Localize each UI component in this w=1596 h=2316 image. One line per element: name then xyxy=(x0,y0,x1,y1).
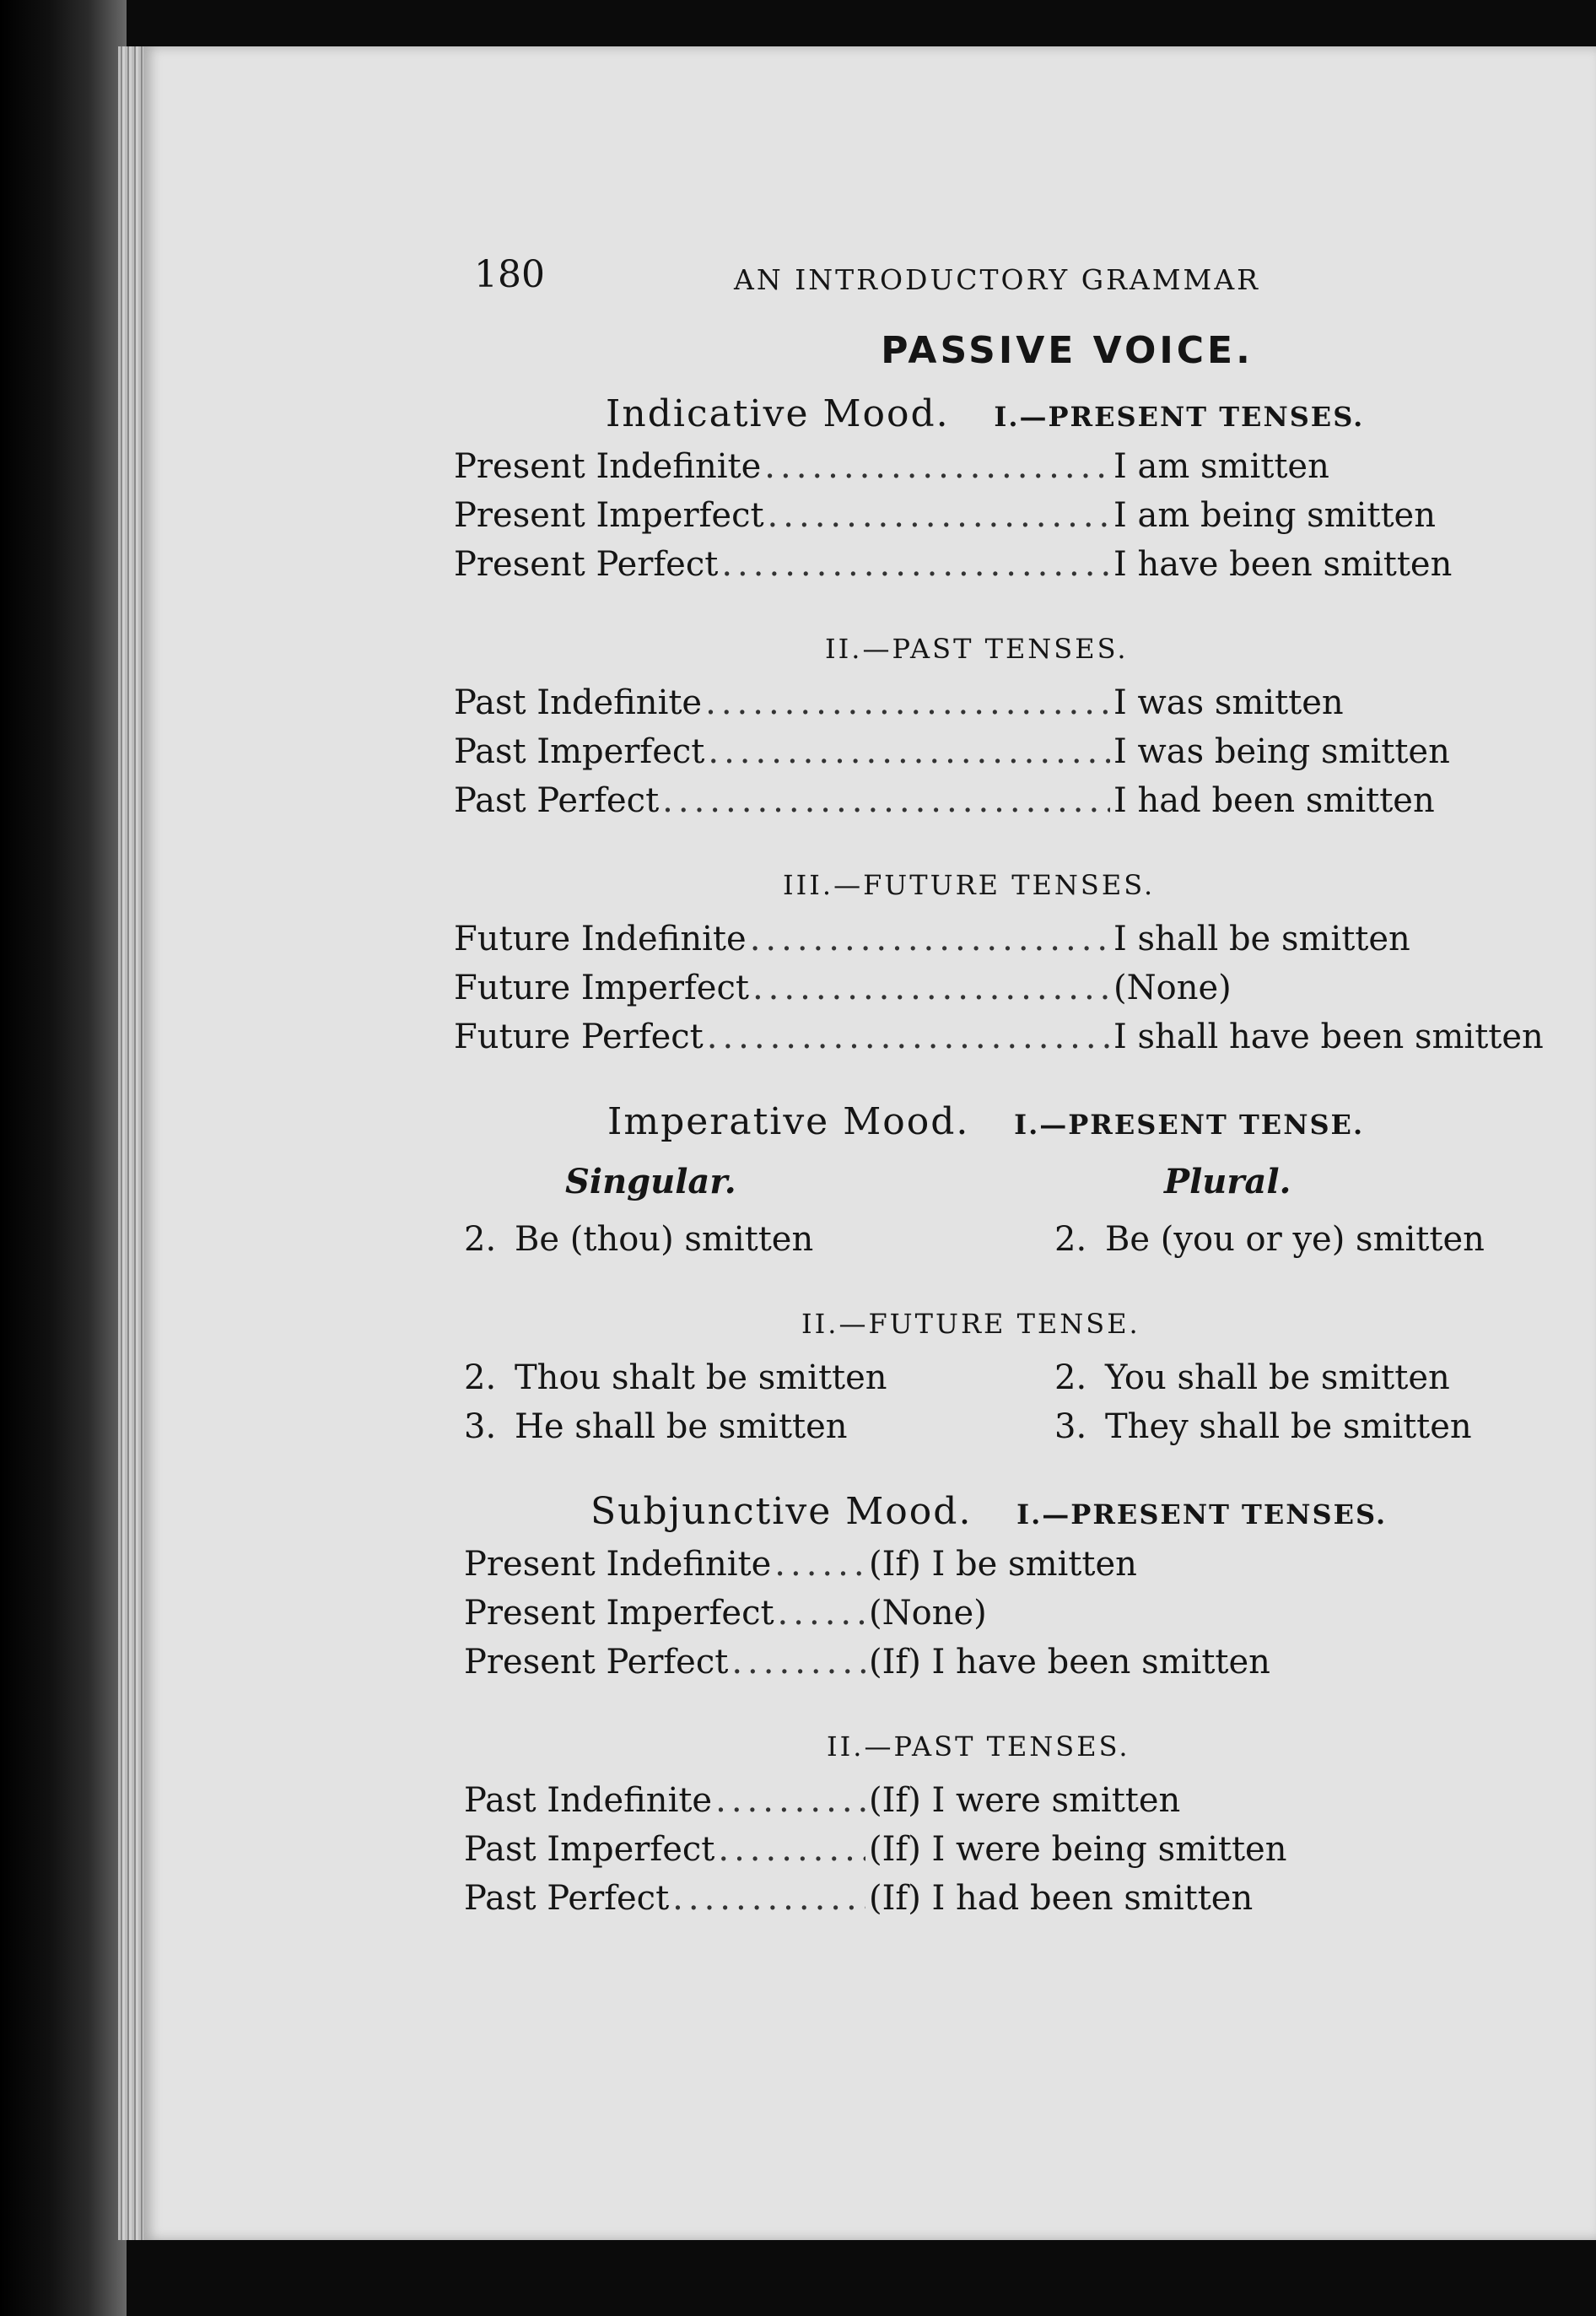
conjugation-row xyxy=(454,683,1535,732)
verb-form: I was smitten xyxy=(1113,683,1344,722)
dot-leader xyxy=(768,496,1110,535)
verb-form: (None) xyxy=(869,1594,987,1633)
imperative-heading xyxy=(607,1100,1535,1143)
future-tense-heading: II.—FUTURE TENSE. xyxy=(801,1308,1140,1340)
tense-label: Future Indefinite xyxy=(454,920,747,958)
tense-label: Present Imperfect xyxy=(454,496,764,535)
past-tenses-heading: II.—PAST TENSES. xyxy=(825,633,1129,665)
conjugation-row xyxy=(454,1018,1544,1066)
person-number: 2. xyxy=(464,1358,497,1397)
subjunctive-heading xyxy=(590,1490,1535,1533)
verb-form: I have been smitten xyxy=(1113,545,1453,584)
mood-name: Indicative Mood. xyxy=(606,392,950,435)
tense-label: Present Imperfect xyxy=(464,1594,774,1633)
dot-leader xyxy=(715,1781,865,1820)
plural-column xyxy=(1054,1155,1485,1269)
indicative-heading xyxy=(606,392,1535,435)
conjugation-row xyxy=(464,1643,1308,1692)
conjugation-row xyxy=(454,781,1535,830)
plural-column xyxy=(1054,1358,1472,1456)
verb-form: Thou shalt be smitten xyxy=(515,1358,887,1397)
dot-leader xyxy=(662,781,1110,820)
subjunctive-present-list xyxy=(464,1545,1308,1692)
dot-leader xyxy=(672,1879,865,1918)
tense-heading: I.—PRESENT TENSES. xyxy=(1016,1498,1388,1531)
future-tenses-heading: III.—FUTURE TENSES. xyxy=(783,869,1156,901)
dot-leader xyxy=(705,683,1110,722)
tense-label: Future Perfect xyxy=(454,1018,704,1056)
list-item xyxy=(1054,1358,1472,1407)
page-header xyxy=(464,253,1535,312)
singular-label: Singular. xyxy=(565,1162,736,1201)
verb-form: I shall have been smitten xyxy=(1113,1018,1544,1056)
dot-leader xyxy=(774,1545,865,1584)
imperative-present-columns xyxy=(464,1155,1535,1269)
verb-form: Be (you or ye) smitten xyxy=(1105,1220,1485,1259)
conjugation-row xyxy=(454,496,1535,545)
tense-label: Past Imperfect xyxy=(454,732,705,771)
tense-label: Present Indefinite xyxy=(464,1545,772,1584)
imperative-section xyxy=(464,1100,1535,1456)
tense-heading: I.—PRESENT TENSES. xyxy=(994,401,1365,433)
dot-leader xyxy=(750,920,1110,958)
dot-leader xyxy=(707,1018,1110,1056)
verb-form: (If) I had been smitten xyxy=(869,1879,1254,1918)
verb-form: Be (thou) smitten xyxy=(515,1220,814,1259)
verb-form: (None) xyxy=(1113,969,1232,1007)
verb-form: (If) I were smitten xyxy=(869,1781,1181,1820)
dot-leader xyxy=(718,1830,865,1869)
tense-label: Present Indefinite xyxy=(454,447,762,486)
conjugation-row xyxy=(454,920,1535,969)
verb-form: I shall be smitten xyxy=(1113,920,1410,958)
list-item xyxy=(464,1407,1054,1456)
dot-leader xyxy=(778,1594,865,1633)
page-number: 180 xyxy=(474,253,545,296)
verb-form: They shall be smitten xyxy=(1105,1407,1472,1446)
person-number: 2. xyxy=(1054,1220,1087,1259)
person-number: 2. xyxy=(464,1220,497,1259)
mood-name: Subjunctive Mood. xyxy=(590,1490,973,1533)
dot-leader xyxy=(731,1643,865,1682)
conjugation-row xyxy=(454,969,1535,1018)
list-item xyxy=(464,1220,1054,1269)
tense-label: Past Indefinite xyxy=(454,683,703,722)
dot-leader xyxy=(752,969,1110,1007)
conjugation-row xyxy=(454,545,1535,594)
conjugation-row xyxy=(464,1545,1308,1594)
indicative-present-list xyxy=(454,447,1535,594)
tense-label: Past Indefinite xyxy=(464,1781,713,1820)
person-number: 2. xyxy=(1054,1358,1087,1397)
tense-label: Past Perfect xyxy=(464,1879,670,1918)
tense-label: Present Perfect xyxy=(464,1643,729,1682)
conjugation-row xyxy=(454,732,1535,781)
verb-form: I am smitten xyxy=(1113,447,1329,486)
dot-leader xyxy=(721,545,1110,584)
list-item xyxy=(1054,1407,1472,1456)
dot-leader xyxy=(764,447,1110,486)
list-item xyxy=(1054,1220,1485,1269)
tense-heading: I.—PRESENT TENSE. xyxy=(1014,1109,1365,1141)
conjugation-row xyxy=(454,447,1535,496)
singular-column xyxy=(464,1155,1054,1269)
indicative-future-list xyxy=(454,920,1544,1066)
mood-name: Imperative Mood. xyxy=(607,1100,970,1143)
plural-label: Plural. xyxy=(1164,1162,1291,1201)
verb-form: He shall be smitten xyxy=(515,1407,848,1446)
indicative-section xyxy=(454,392,1544,1066)
tense-label: Future Imperfect xyxy=(454,969,749,1007)
verb-form: You shall be smitten xyxy=(1105,1358,1450,1397)
list-item xyxy=(464,1358,1054,1407)
verb-form: (If) I were being smitten xyxy=(869,1830,1287,1869)
tense-label: Present Perfect xyxy=(454,545,719,584)
tense-label: Past Perfect xyxy=(454,781,660,820)
person-number: 3. xyxy=(1054,1407,1087,1446)
verb-form: I had been smitten xyxy=(1113,781,1435,820)
section-title: PASSIVE VOICE. xyxy=(881,329,1254,372)
indicative-past-list xyxy=(454,683,1535,830)
dot-leader xyxy=(708,732,1110,771)
running-head: AN INTRODUCTORY GRAMMAR xyxy=(734,263,1261,296)
singular-column xyxy=(464,1358,1054,1456)
imperative-future-columns xyxy=(464,1358,1535,1456)
verb-form: (If) I have been smitten xyxy=(869,1643,1270,1682)
conjugation-row xyxy=(464,1781,1308,1830)
conjugation-row xyxy=(464,1594,1308,1643)
book-spine-shadow xyxy=(0,0,127,2316)
subjunctive-past-list xyxy=(464,1781,1308,1928)
verb-form: (If) I be smitten xyxy=(869,1545,1137,1584)
subjunctive-section xyxy=(464,1490,1535,1928)
conjugation-row xyxy=(464,1879,1308,1928)
person-number: 3. xyxy=(464,1407,497,1446)
page-content xyxy=(454,253,1544,1928)
conjugation-row xyxy=(464,1830,1308,1879)
verb-form: I was being smitten xyxy=(1113,732,1450,771)
past-tenses-heading: II.—PAST TENSES. xyxy=(827,1730,1130,1763)
verb-form: I am being smitten xyxy=(1113,496,1436,535)
tense-label: Past Imperfect xyxy=(464,1830,715,1869)
